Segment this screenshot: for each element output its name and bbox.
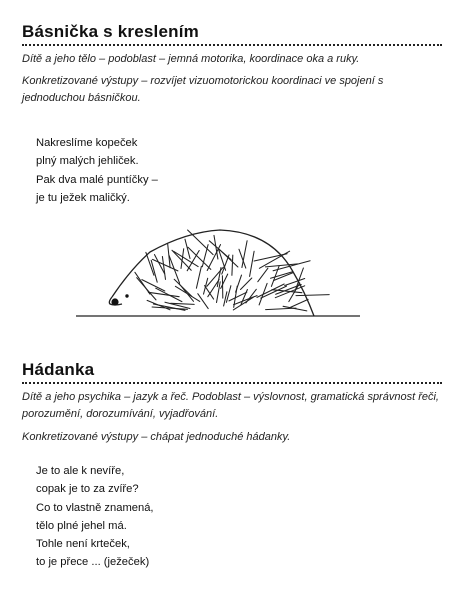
spine-stroke [205,286,214,300]
poem-line: tělo plné jehel má. [36,519,127,532]
section-outcomes-text: Konkretizované výstupy – rozvíjet vizuomotorickou koordinaci ve spojení s jednoduchou básničkou. [22,75,384,104]
drawing-poem [36,134,158,207]
nose-dot [111,298,118,305]
spine-stroke [174,279,192,296]
spine-stroke [259,283,267,305]
section-area-text: Dítě a jeho psychika – jazyk a řeč. Podoblast – výslovnost, gramatická správnost řeči, porozumění, dorozumívání, vyjadřování. [22,391,439,420]
hedgehog-drawing [70,212,370,324]
riddle-poem [36,462,154,572]
dotted-divider [22,44,442,46]
spine-stroke [241,278,252,290]
poem-line: copak je to za zvíře? [36,483,139,496]
spine-stroke [290,299,308,307]
spine-stroke [221,274,228,288]
spine-stroke [296,295,329,296]
spine-stroke [224,292,227,306]
spine-stroke [250,251,255,276]
poem-line: Pak dva malé puntíčky – [36,173,158,186]
section-title-riddle: Hádanka [22,360,95,379]
spine-stroke [266,308,296,310]
spine-stroke [217,282,221,303]
poem-line: Tohle není krteček, [36,538,130,551]
spine-stroke [254,254,287,261]
spine-stroke [135,272,150,294]
spine-stroke [162,257,165,280]
poem-line: plný malých jehliček. [36,155,139,168]
spine-stroke [181,249,184,269]
spine-stroke [258,268,268,282]
poem-line: Co to vlastně znamená, [36,501,154,514]
eye-dot [125,294,128,297]
section-title-drawing-rhyme: Básnička s kreslením [22,22,199,41]
poem-line: je tu ježek maličký. [36,191,130,204]
dotted-divider [22,382,442,384]
poem-line: to je přece ... (ježeček) [36,556,150,569]
poem-line: Nakreslíme kopeček [36,137,138,149]
spine-stroke [217,268,221,287]
spine-stroke [153,259,178,271]
spine-stroke [208,280,219,297]
section-outcomes-text: Konkretizované výstupy – chápat jednoduché hádanky. [22,431,291,443]
poem-line: Je to ale k nevíře, [36,465,125,477]
spine-stroke [142,280,165,291]
spine-stroke [232,255,233,275]
spine-stroke [196,266,201,288]
section-area-text: Dítě a jeho tělo – podoblast – jemná motorika, koordinace oka a ruky. [22,53,360,65]
